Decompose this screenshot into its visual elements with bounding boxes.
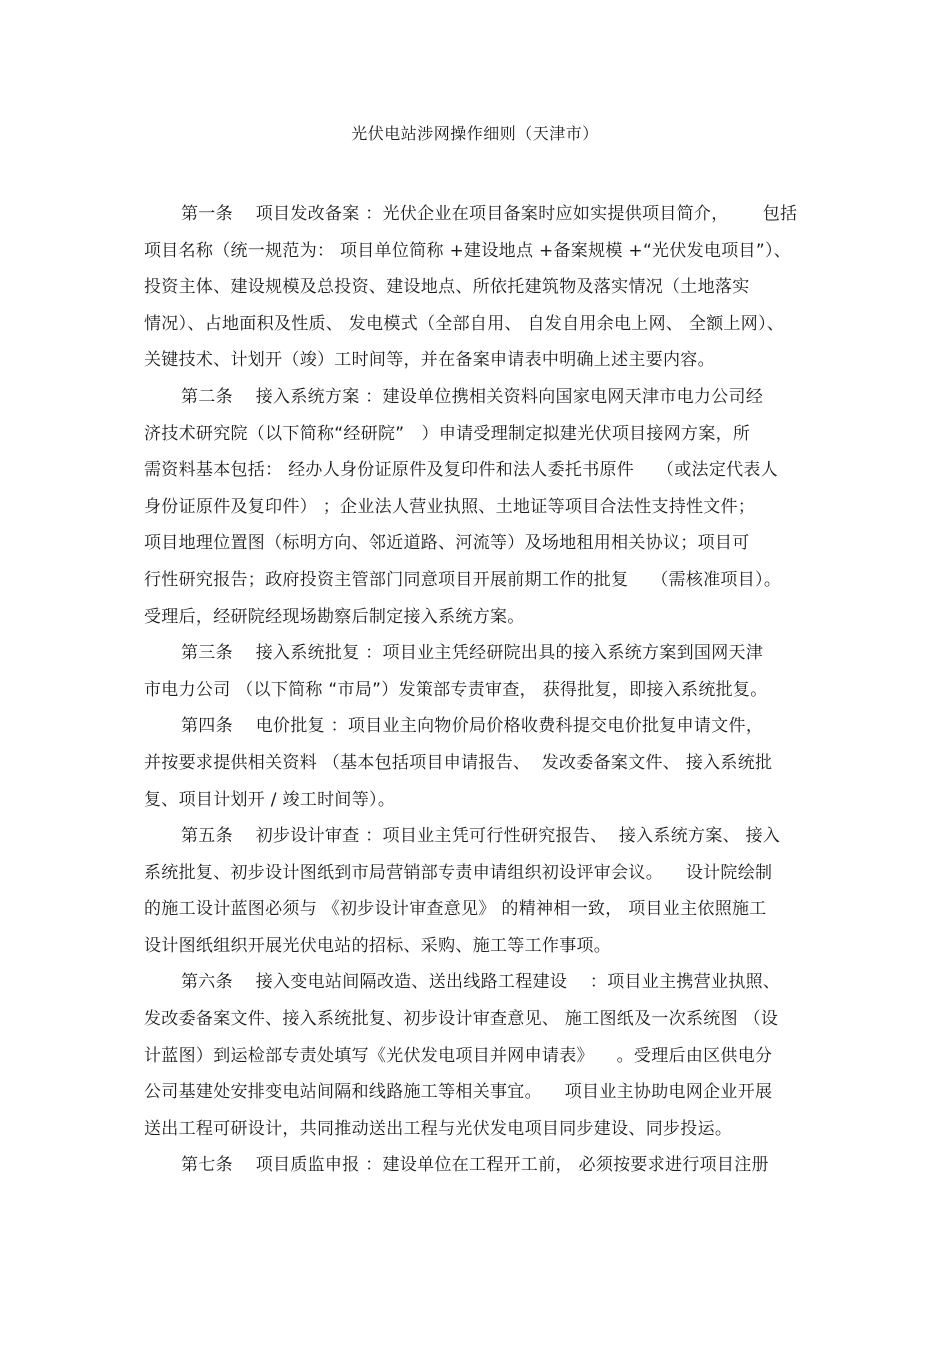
paragraph-line: 项目名称（统一规范为： 项目单位简称 +建设地点 +备案规模 +“光伏发电项目”）、	[144, 240, 792, 261]
paragraph-line: 情况）、占地面积及性质、 发电模式（全部自用、 自发自用余电上网、 全额上网）、	[144, 313, 785, 334]
paragraph-line: 市电力公司 （以下简称 “市局”）发策部专责审查， 获得批复，即接入系统批复。	[144, 679, 768, 700]
article-first-line: 第七条 项目质监申报 ：建设单位在工程开工前， 必须按要求进行项目注册	[181, 1155, 769, 1176]
article-first-line: 第五条 初步设计审查 ：项目业主凭可行性研究报告、 接入系统方案、 接入	[181, 826, 781, 847]
paragraph-line: 身份证原件及复印件） ；企业法人营业执照、土地证等项目合法性支持性文件；	[144, 496, 756, 517]
paragraph-line: 投资主体、建设规模及总投资、建设地点、所依托建筑物及落实情况（土地落实	[144, 277, 750, 298]
paragraph-line: 的施工设计蓝图必须与 《初步设计审查意见》 的精神相一致， 项目业主依照施工	[144, 899, 767, 920]
paragraph-line: 受理后，经研院经现场勘察后制定接入系统方案。	[144, 606, 525, 627]
paragraph-line: 需资料基本包括： 经办人身份证原件及复印件和法人委托书原件 （或法定代表人	[144, 460, 779, 481]
paragraph-line: 行性研究报告；政府投资主管部门同意项目开展前期工作的批复 （需核准项目）。	[144, 569, 782, 590]
article-first-line: 第三条 接入系统批复 ：项目业主凭经研院出具的接入系统方案到国网天津	[181, 643, 764, 664]
paragraph-line: 设计图纸组织开展光伏电站的招标、采购、施工等工作事项。	[144, 935, 612, 956]
paragraph-line: 送出工程可研设计，共同推动送出工程与光伏发电项目同步建设、同步投运。	[144, 1118, 733, 1139]
paragraph-line: 复、项目计划开 / 竣工时间等）。	[144, 789, 396, 810]
paragraph-line: 关键技术、计划开（竣）工时间等，并在备案申请表中明确上述主要内容。	[144, 350, 715, 371]
paragraph-line: 系统批复、初步设计图纸到市局营销部专责申请组织初设评审会议。 设计院绘制	[144, 862, 773, 883]
article-first-line: 第四条 电价批复 ：项目业主向物价局价格收费科提交电价批复申请文件，	[181, 716, 764, 737]
paragraph-line: 项目地理位置图（标明方向、邻近道路、河流等）及场地租用相关协议；项目可	[144, 533, 750, 554]
paragraph-line: 发改委备案文件、接入系统批复、初步设计审查意见、 施工图纸及一次系统图 （设	[144, 1009, 779, 1030]
article-first-line: 第二条 接入系统方案 ：建设单位携相关资料向国家电网天津市电力公司经	[181, 386, 764, 407]
document-body	[144, 196, 810, 1184]
paragraph-line: 公司基建处安排变电站间隔和线路施工等相关事宜。 项目业主协助电网企业开展	[144, 1082, 773, 1103]
document-title: 光伏电站涉网操作细则（天津市）	[351, 124, 599, 143]
paragraph-line: 并按要求提供相关资料 （基本包括项目申请报告、 发改委备案文件、 接入系统批	[144, 752, 773, 773]
paragraph-line: 济技术研究院（以下简称“经研院” ）申请受理制定拟建光伏项目接网方案，所	[144, 423, 751, 444]
article-first-line: 第六条 接入变电站间隔改造、送出线路工程建设 ：项目业主携营业执照、	[181, 972, 781, 993]
article-first-line: 第一条 项目发改备案 ：光伏企业在项目备案时应如实提供项目简介， 包括	[181, 204, 798, 224]
paragraph-line: 计蓝图）到运检部专责处填写《光伏发电项目并网申请表》 。受理后由区供电分	[144, 1045, 773, 1066]
